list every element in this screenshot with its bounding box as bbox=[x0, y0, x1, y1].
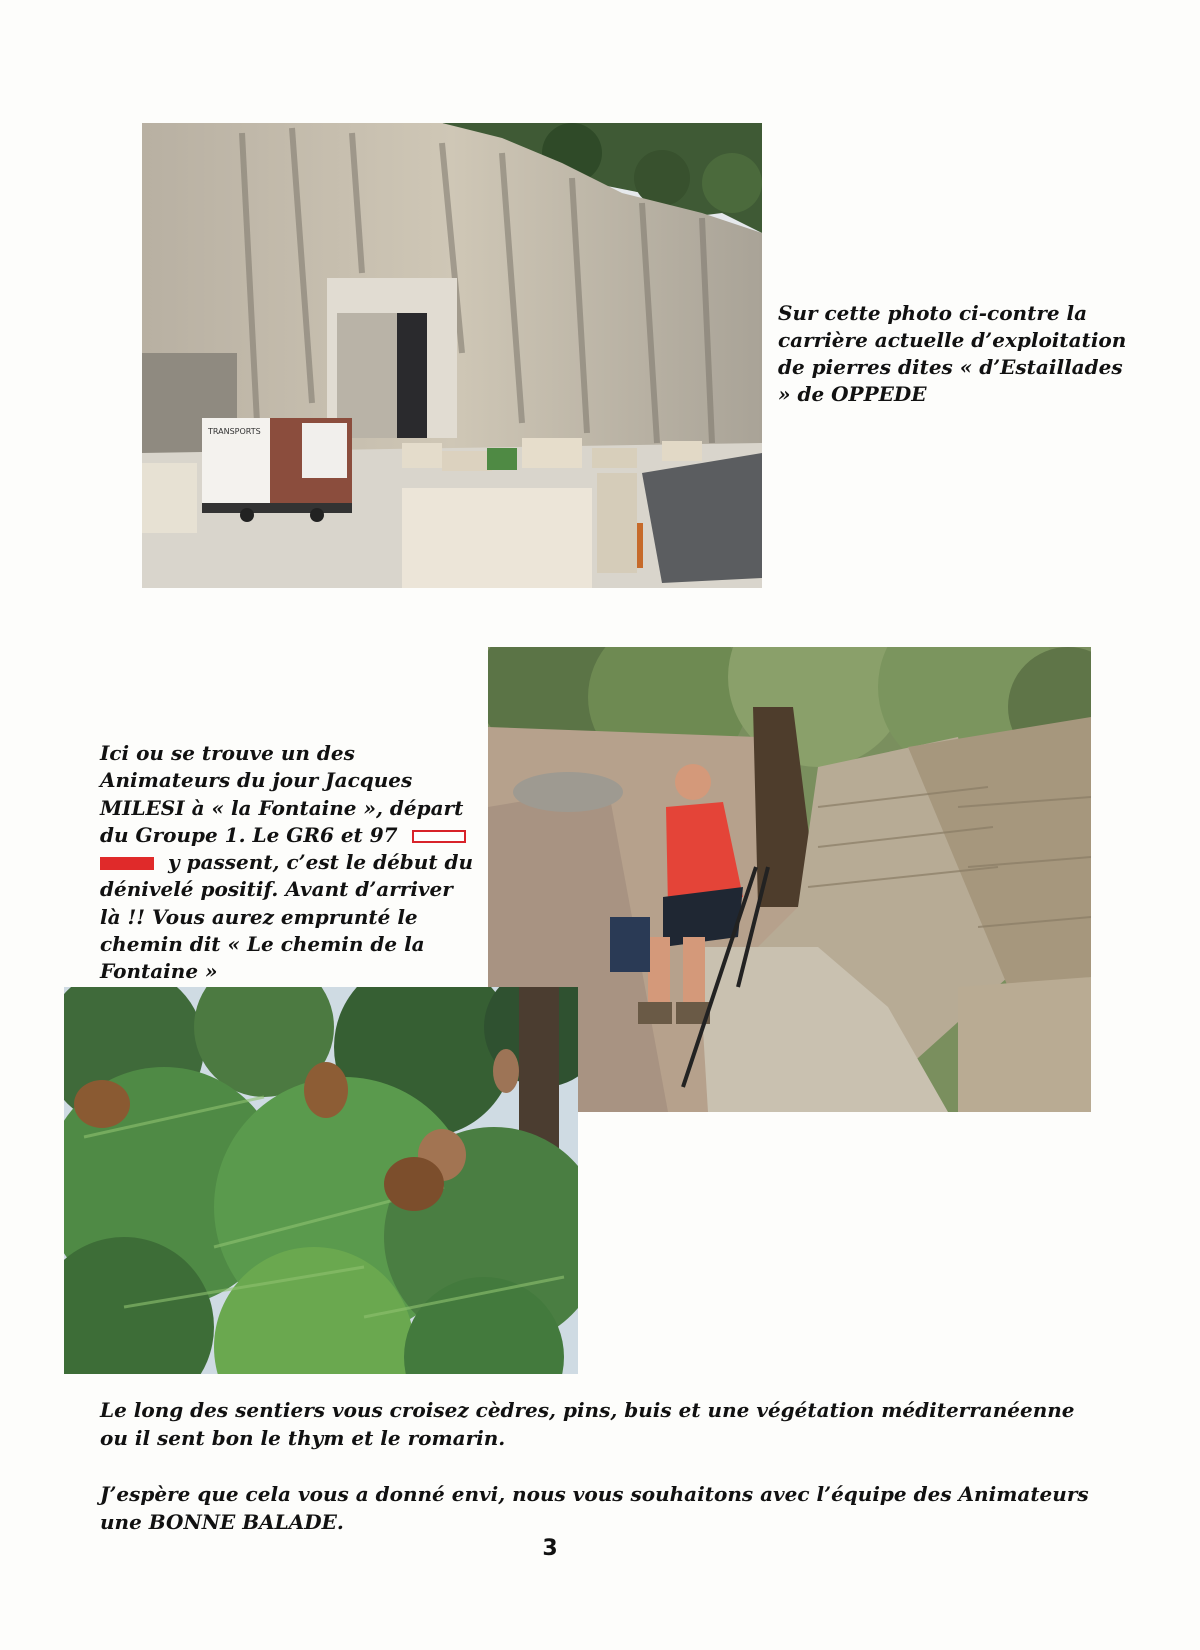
closing-paragraph-1: Le long des sentiers vous croisez cèdres, pins, buis et une végétation méditerranéenne ou il sent bon le thym et le romarin. bbox=[100, 1398, 1075, 1450]
animator-text-1: Ici ou se trouve un des Animateurs du jour Jacques MILESI à « la Fontaine », départ du Groupe 1. Le GR6 et 97 bbox=[100, 741, 464, 847]
closing-paragraph-2: J’espère que cela vous a donné envi, nous vous souhaitons avec l’équipe des Animateurs une BONNE BALADE. bbox=[100, 1482, 1089, 1534]
quarry-caption-text: Sur cette photo ci-contre la carrière actuelle d’exploitation de pierres dites « d’Estaillades » de OPPEDE bbox=[778, 301, 1127, 406]
gr-marker-white-icon bbox=[412, 830, 466, 843]
quarry-photo bbox=[142, 123, 762, 588]
truck-sign: TRANSPORTS bbox=[208, 427, 261, 436]
cedar-photo bbox=[64, 987, 578, 1374]
gr-marker-red-icon bbox=[100, 857, 154, 870]
quarry-caption bbox=[778, 300, 1138, 408]
hiker-photo bbox=[488, 647, 1091, 1112]
animator-caption bbox=[100, 740, 480, 986]
closing-text bbox=[100, 1396, 1100, 1536]
animator-text-2: y passent, c’est le début du dénivelé positif. Avant d’arriver là !! Vous aurez emprunté le chemin dit « Le chemin de la Fontaine » bbox=[100, 850, 474, 984]
page-number: 3 bbox=[542, 1536, 558, 1561]
